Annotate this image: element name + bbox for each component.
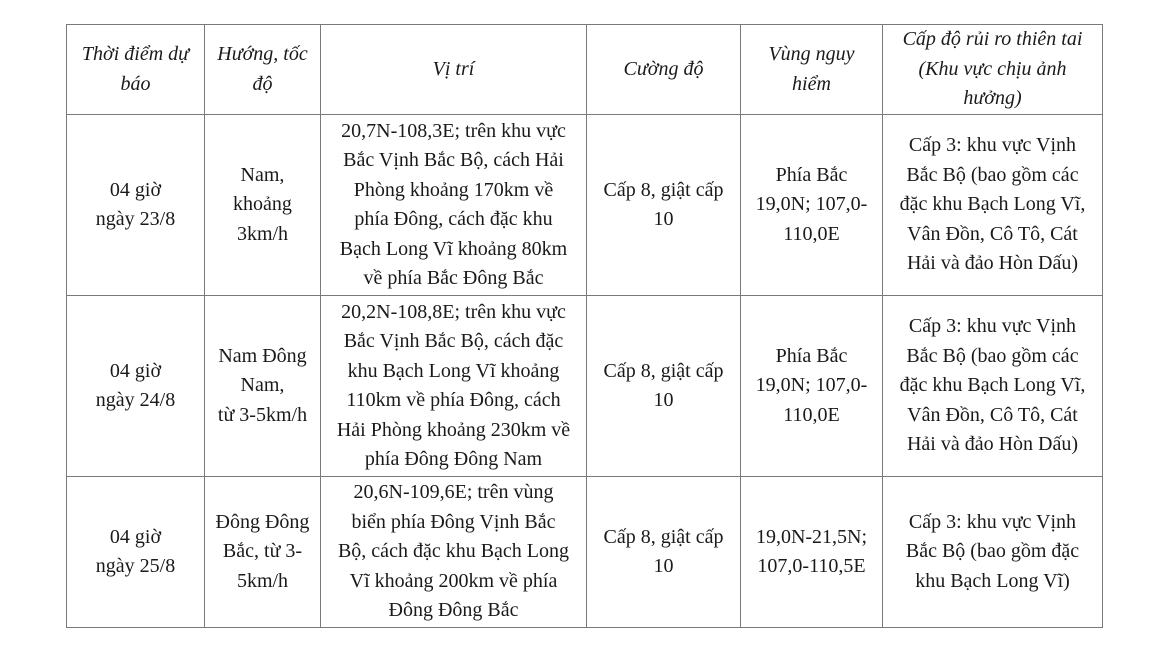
cell-text: 107,0-110,5E bbox=[757, 555, 866, 577]
cell-danger-zone bbox=[741, 296, 883, 477]
header-text: Cường độ bbox=[623, 57, 704, 80]
cell-text: Nam Đông bbox=[218, 344, 307, 367]
cell-text: Bắc, từ 3- bbox=[222, 540, 303, 563]
header-direction-speed bbox=[205, 25, 321, 115]
cell-forecast-time bbox=[67, 296, 205, 477]
cell-text: 19,0N-21,5N; bbox=[755, 525, 868, 548]
cell-text: Bạch Long Vĩ khoảng 80km bbox=[339, 237, 568, 260]
cell-direction-speed bbox=[205, 477, 321, 628]
cell-text: Phía Bắc bbox=[775, 344, 848, 367]
cell-text: Phía Bắc bbox=[775, 163, 848, 186]
forecast-table bbox=[66, 24, 1103, 628]
cell-text: về phía Bắc Đông Bắc bbox=[363, 267, 544, 289]
header-text: (Khu vực chịu ảnh bbox=[918, 57, 1067, 80]
table-row bbox=[67, 115, 1103, 296]
header-text: độ bbox=[252, 72, 273, 95]
cell-text: phía Đông, cách đặc khu bbox=[354, 208, 553, 230]
cell-text: Phòng khoảng 170km về bbox=[353, 178, 554, 201]
header-text: Thời điểm dự bbox=[81, 43, 190, 65]
header-text: Vùng nguy bbox=[768, 43, 855, 65]
cell-text: Cấp 8, giật cấp bbox=[603, 178, 724, 201]
cell-text: 04 giờ bbox=[109, 525, 162, 548]
header-text: Hướng, tốc bbox=[217, 43, 308, 65]
cell-text: Bắc Vịnh Bắc Bộ, cách Hải bbox=[343, 149, 564, 171]
cell-danger-zone bbox=[741, 477, 883, 628]
cell-text: ngày 25/8 bbox=[95, 555, 176, 577]
cell-text: khoảng bbox=[233, 193, 292, 216]
cell-text: Cấp 8, giật cấp bbox=[603, 359, 724, 382]
cell-forecast-time bbox=[67, 477, 205, 628]
cell-text: 20,6N-109,6E; trên vùng bbox=[353, 481, 554, 504]
cell-text: Cấp 3: khu vực Vịnh bbox=[908, 510, 1077, 533]
table-row bbox=[67, 296, 1103, 477]
cell-text: 110km về phía Đông, cách bbox=[346, 389, 561, 411]
cell-text: Cấp 3: khu vực Vịnh bbox=[908, 134, 1077, 157]
header-risk-level bbox=[883, 25, 1103, 115]
cell-text: Đông Đông Bắc bbox=[388, 599, 519, 622]
cell-danger-zone bbox=[741, 115, 883, 296]
cell-text: khu Bạch Long Vĩ khoảng bbox=[347, 359, 560, 382]
cell-position bbox=[321, 477, 587, 628]
cell-text: 04 giờ bbox=[109, 359, 162, 382]
table-row bbox=[67, 477, 1103, 628]
cell-text: 04 giờ bbox=[109, 178, 162, 201]
cell-text: Nam, bbox=[240, 163, 285, 186]
cell-forecast-time bbox=[67, 115, 205, 296]
cell-text: ngày 24/8 bbox=[95, 389, 176, 411]
cell-risk-level bbox=[883, 115, 1103, 296]
cell-text: 110,0E bbox=[783, 222, 840, 245]
cell-direction-speed bbox=[205, 296, 321, 477]
cell-text: phía Đông Đông Nam bbox=[364, 448, 543, 470]
cell-position bbox=[321, 115, 587, 296]
cell-text: ngày 23/8 bbox=[95, 208, 176, 230]
cell-text: Vân Đồn, Cô Tô, Cát bbox=[907, 222, 1078, 245]
header-row bbox=[67, 25, 1103, 115]
cell-text: Bộ, cách đặc khu Bạch Long bbox=[337, 540, 570, 563]
cell-text: 5km/h bbox=[236, 569, 289, 592]
cell-text: Đông Đông bbox=[215, 510, 310, 533]
cell-risk-level bbox=[883, 477, 1103, 628]
cell-direction-speed bbox=[205, 115, 321, 296]
cell-text: đặc khu Bạch Long Vĩ, bbox=[899, 193, 1086, 216]
cell-text: đặc khu Bạch Long Vĩ, bbox=[899, 374, 1086, 397]
header-intensity bbox=[587, 25, 741, 115]
header-text: Vị trí bbox=[432, 57, 475, 80]
cell-text: Hải và đảo Hòn Dấu) bbox=[906, 252, 1079, 275]
cell-text: Vĩ khoảng 200km về phía bbox=[349, 569, 558, 592]
cell-text: Hải Phòng khoảng 230km về bbox=[336, 418, 571, 441]
cell-text: 10 bbox=[653, 555, 674, 577]
cell-text: 10 bbox=[653, 208, 674, 230]
header-text: hiểm bbox=[792, 72, 831, 95]
header-text: Cấp độ rủi ro thiên tai bbox=[902, 28, 1083, 51]
cell-text: Bắc Bộ (bao gồm các bbox=[906, 163, 1079, 186]
cell-text: biển phía Đông Vịnh Bắc bbox=[351, 510, 556, 533]
cell-intensity bbox=[587, 115, 741, 296]
cell-text: Bắc Bộ (bao gồm đặc bbox=[905, 540, 1080, 563]
header-danger-zone bbox=[741, 25, 883, 115]
cell-text: Cấp 3: khu vực Vịnh bbox=[908, 315, 1077, 338]
cell-intensity bbox=[587, 296, 741, 477]
cell-text: 10 bbox=[653, 389, 674, 411]
header-text: hưởng) bbox=[963, 87, 1022, 110]
header-forecast-time bbox=[67, 25, 205, 115]
cell-text: 19,0N; 107,0- bbox=[755, 374, 868, 397]
cell-text: Bắc Bộ (bao gồm các bbox=[906, 344, 1079, 367]
cell-intensity bbox=[587, 477, 741, 628]
cell-text: 3km/h bbox=[236, 222, 289, 245]
cell-text: Hải và đảo Hòn Dấu) bbox=[906, 433, 1079, 456]
cell-position bbox=[321, 296, 587, 477]
cell-text: 19,0N; 107,0- bbox=[755, 193, 868, 216]
header-position bbox=[321, 25, 587, 115]
cell-text: từ 3-5km/h bbox=[217, 403, 308, 426]
cell-text: Cấp 8, giật cấp bbox=[603, 525, 724, 548]
cell-text: 20,7N-108,3E; trên khu vực bbox=[341, 119, 566, 142]
cell-text: Vân Đồn, Cô Tô, Cát bbox=[907, 403, 1078, 426]
cell-text: Bắc Vịnh Bắc Bộ, cách đặc bbox=[343, 330, 564, 352]
cell-text: khu Bạch Long Vĩ) bbox=[915, 569, 1070, 592]
header-text: báo bbox=[120, 72, 151, 95]
cell-text: 20,2N-108,8E; trên khu vực bbox=[341, 300, 566, 323]
cell-text: Nam, bbox=[240, 374, 285, 397]
cell-risk-level bbox=[883, 296, 1103, 477]
cell-text: 110,0E bbox=[783, 403, 840, 426]
